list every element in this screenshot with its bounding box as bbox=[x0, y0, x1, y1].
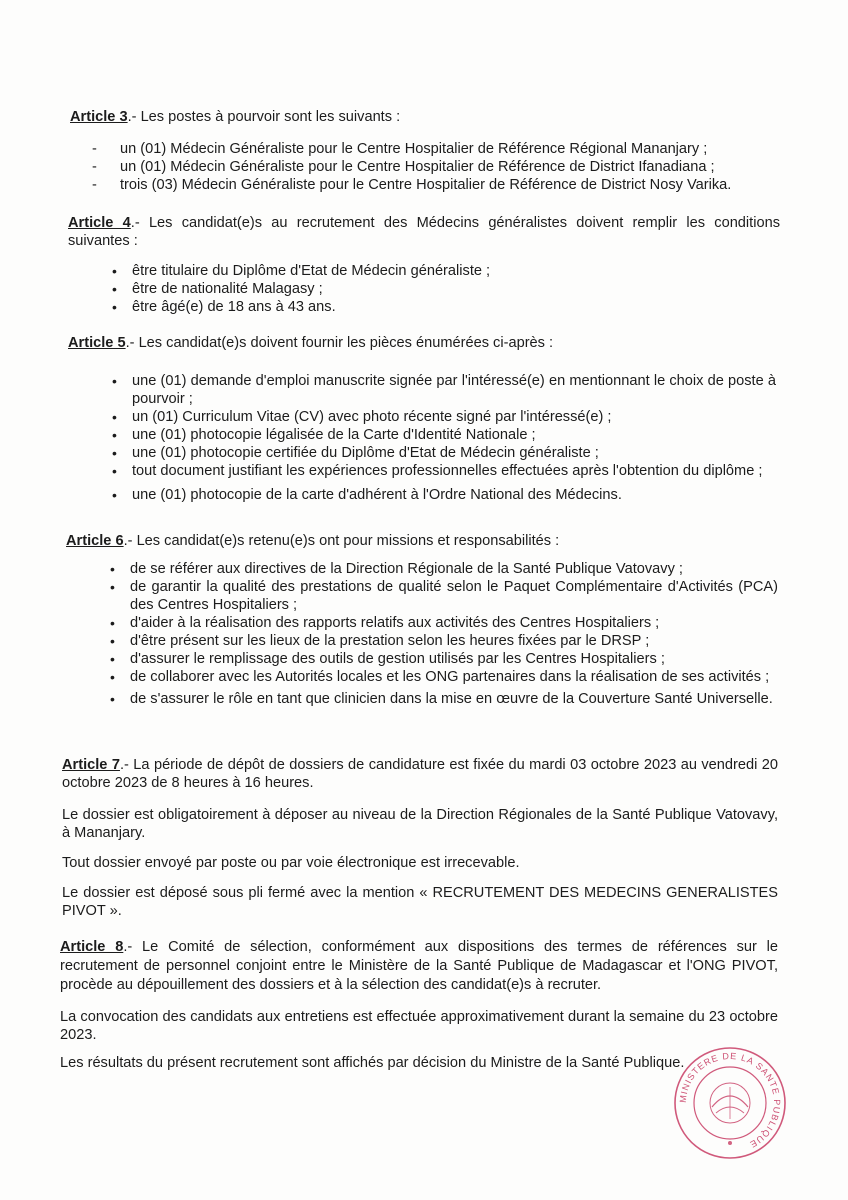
article-7-paragraph: Tout dossier envoyé par poste ou par voie électronique est irrecevable. bbox=[62, 855, 520, 871]
article-7-intro bbox=[62, 756, 778, 792]
list-item: • une (01) demande d'emploi manuscrite signée par l'intéressé(e) en mentionnant le choix de poste à pourvoir ; bbox=[108, 372, 776, 408]
article-4-list bbox=[108, 262, 768, 316]
article-6-list bbox=[106, 560, 778, 708]
list-item: • de collaborer avec les Autorités locales et les ONG partenaires dans la réalisation de ses activités ; bbox=[106, 668, 778, 686]
list-item: • être de nationalité Malagasy ; bbox=[108, 280, 768, 298]
article-7-paragraph: Le dossier est déposé sous pli fermé avec la mention « RECRUTEMENT DES MEDECINS GENERALISTES PIVOT ». bbox=[62, 885, 778, 919]
article-3-intro bbox=[70, 108, 780, 126]
article-7-label: Article 7 bbox=[62, 757, 120, 773]
list-item: • être âgé(e) de 18 ans à 43 ans. bbox=[108, 298, 768, 316]
article-8-paragraph: Les résultats du présent recrutement sont affichés par décision du Ministre de la Santé Publique. bbox=[60, 1055, 685, 1071]
list-item: • un (01) Curriculum Vitae (CV) avec photo récente signé par l'intéressé(e) ; bbox=[108, 408, 776, 426]
article-8-label: Article 8 bbox=[60, 939, 124, 955]
article-7-intro-text: .- La période de dépôt de dossiers de candidature est fixée du mardi 03 octobre 2023 au vendredi 20 octobre 2023 de 8 heures à 16 heures. bbox=[62, 757, 779, 791]
article-4-intro bbox=[68, 214, 780, 250]
list-item: • une (01) photocopie de la carte d'adhérent à l'Ordre National des Médecins. bbox=[108, 486, 776, 504]
list-item: • une (01) photocopie certifiée du Diplôme d'Etat de Médecin généraliste ; bbox=[108, 444, 776, 462]
article-5-intro-text: .- Les candidat(e)s doivent fournir les pièces énumérées ci-après : bbox=[125, 335, 554, 351]
article-5-label: Article 5 bbox=[68, 335, 126, 351]
list-item: - trois (03) Médecin Généraliste pour le Centre Hospitalier de Référence de District Nosy Varika. bbox=[92, 176, 792, 194]
article-4-label: Article 4 bbox=[68, 215, 131, 231]
list-item: • être titulaire du Diplôme d'Etat de Médecin généraliste ; bbox=[108, 262, 768, 280]
article-3-intro-text: .- Les postes à pourvoir sont les suivants : bbox=[127, 109, 401, 125]
list-item: • de se référer aux directives de la Direction Régionale de la Santé Publique Vatovavy ; bbox=[106, 560, 778, 578]
list-item: • de garantir la qualité des prestations de qualité selon le Paquet Complémentaire d'Activités (PCA) des Centres Hospitaliers ; bbox=[106, 578, 778, 614]
article-8-paragraph: La convocation des candidats aux entretiens est effectuée approximativement durant la semaine du 23 octobre 2023. bbox=[60, 1009, 778, 1043]
article-5-intro bbox=[68, 334, 780, 352]
article-8-intro-text: .- Le Comité de sélection, conformément aux dispositions des termes de références sur le recrutement de personnel conjoint entre le Ministère de la Santé Publique de Madagascar et l'ONG PIVOT, procède au dépouillement des dossiers et à la sélection des candidat(e)s à recruter. bbox=[60, 939, 778, 993]
article-3-list bbox=[92, 140, 792, 194]
list-item: • tout document justifiant les expériences professionnelles effectuées après l'obtention du diplôme ; bbox=[108, 462, 776, 480]
list-item: • une (01) photocopie légalisée de la Carte d'Identité Nationale ; bbox=[108, 426, 776, 444]
article-6-label: Article 6 bbox=[66, 533, 124, 549]
article-3-label: Article 3 bbox=[70, 109, 128, 125]
list-item: • d'aider à la réalisation des rapports relatifs aux activités des Centres Hospitaliers ; bbox=[106, 614, 778, 632]
list-item: • de s'assurer le rôle en tant que clinicien dans la mise en œuvre de la Couverture Santé Universelle. bbox=[106, 690, 778, 708]
list-item: • d'être présent sur les lieux de la prestation selon les heures fixées par le DRSP ; bbox=[106, 632, 778, 650]
article-8-intro bbox=[60, 938, 778, 995]
list-item: • d'assurer le remplissage des outils de gestion utilisés par les Centres Hospitaliers ; bbox=[106, 650, 778, 668]
official-stamp bbox=[672, 1045, 788, 1161]
stamp-text: MINISTERE DE LA SANTE PUBLIQUE bbox=[677, 1050, 783, 1150]
article-7-paragraph: Le dossier est obligatoirement à déposer au niveau de la Direction Régionales de la Santé Publique Vatovavy, à Mananjary. bbox=[62, 807, 778, 841]
list-item: - un (01) Médecin Généraliste pour le Centre Hospitalier de Référence Régional Mananjary ; bbox=[92, 140, 792, 158]
article-6-intro-text: .- Les candidat(e)s retenu(e)s ont pour missions et responsabilités : bbox=[123, 533, 560, 549]
article-4-intro-text: .- Les candidat(e)s au recrutement des Médecins généralistes doivent remplir les conditions suivantes : bbox=[68, 215, 780, 249]
article-6-intro bbox=[66, 532, 778, 550]
list-item: - un (01) Médecin Généraliste pour le Centre Hospitalier de Référence de District Ifanadiana ; bbox=[92, 158, 792, 176]
article-5-list bbox=[108, 372, 776, 504]
